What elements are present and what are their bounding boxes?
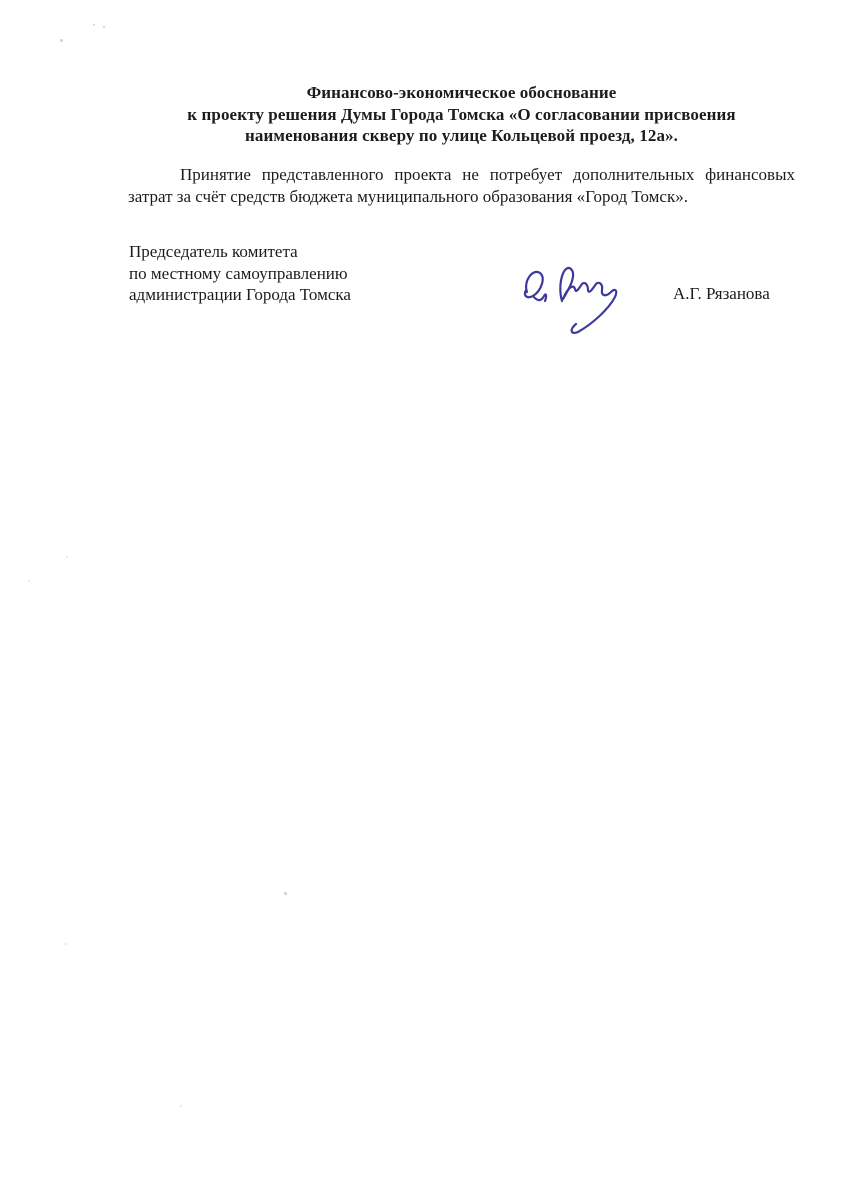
scan-speck (65, 943, 67, 945)
body-line-2: затрат за счёт средств бюджета муниципального образования «Город Томск». (128, 186, 688, 206)
scan-speck (180, 1105, 182, 1107)
signoff-line-1: Председатель комитета (129, 242, 298, 261)
scan-speck (103, 26, 105, 28)
scan-speck (60, 39, 63, 42)
title-line-2: к проекту решения Думы Города Томска «О согласовании присвоения (187, 104, 736, 124)
scan-speck (93, 24, 95, 26)
scan-speck (28, 580, 30, 582)
signature-ink (510, 254, 655, 342)
signoff-line-2: по местному самоуправлению (129, 263, 348, 283)
handwritten-signature (510, 254, 655, 342)
title-line-1: Финансово-экономическое обоснование (306, 83, 617, 102)
signer-name: А.Г. Рязанова (673, 284, 770, 303)
scan-speck (284, 892, 287, 895)
document-title (128, 82, 795, 147)
scan-speck (66, 556, 68, 558)
title-line-3: наименования скверу по улице Кольцевой проезд, 12а». (245, 126, 678, 145)
signoff-line-3: администрации Города Томска (129, 285, 351, 305)
body-line-1: Принятие представленного проекта не потребует дополнительных финансовых (180, 165, 795, 184)
signoff-position (129, 241, 351, 306)
body-paragraph (128, 164, 795, 207)
